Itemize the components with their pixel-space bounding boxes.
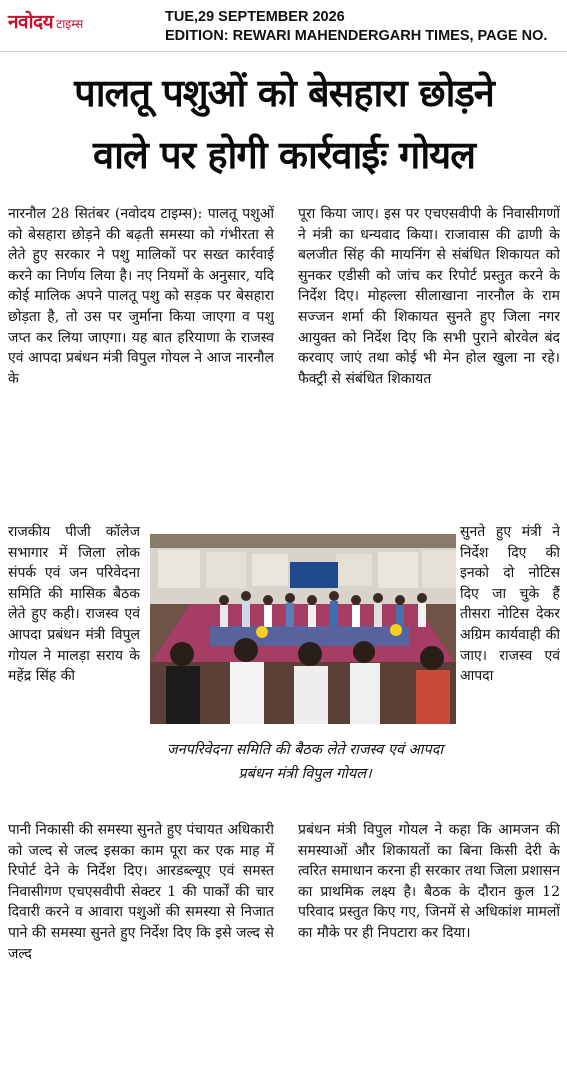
article-column-bottom-left: पानी निकासी की समस्या सुनते हुए पंचायत अधिकारी को जल्द से जल्द इसका काम पूरा कर एक माह में रिपोर्ट देने के निर्देश दिए। आरडब्ल्यूए एवं समस्त निवासीगण एचएसवीपी सेक्टर 1 की पार्कों की चार दिवारी करने व आवारा पशुओं की समस्या से निजात पाने की समस्या सुनते हुए निर्देश दिए कि इसे जल्द से जल्द (8, 822, 274, 962)
article-column-mid-right: सुनते हुए मंत्री ने निर्देश दिए की इनको दो नोटिस दिए जा चुके हैं तीसरा नोटिस देकर अग्रिम कार्यवाही की जाए। राजस्व एवं आपदा (460, 524, 560, 685)
headline-line-2: वाले पर होगी कार्रवाईः गोयल (93, 133, 475, 177)
article-column-bottom-right: प्रबंधन मंत्री विपुल गोयल ने कहा कि आमजन की समस्याओं और शिकायतों का बिना किसी देरी के त्वरित समाधान करना ही सरकार तथा जिला प्रशासन का प्राथमिक लक्ष्य है। बैठक के दौरान कुल 12 परिवाद प्रस्तुत किए गए, जिनमें से अधिकांश मामलों का मौके पर ही निपटारा कर दिया। (298, 822, 560, 941)
meeting-photo (150, 534, 456, 724)
photo-caption: जनपरिवेदना समिति की बैठक लेते राजस्व एवं आपदा प्रबंधन मंत्री विपुल गोयल। (166, 742, 444, 782)
issue-date: TUE,29 SEPTEMBER 2026 (165, 9, 345, 25)
article-column-mid-left: राजकीय पीजी कॉलेज सभागार में जिला लोक संपर्क एवं जन परिवेदना समिति की मासिक बैठक लेते हुए कही। राजस्व एवं आपदा प्रबंधन मंत्री विपुल गोयल ने मालड़ा सराय के महेंद्र सिंह की (8, 524, 140, 685)
edition-name: EDITION: REWARI MAHENDERGARH TIMES, PAGE NO. (165, 28, 548, 44)
logo-main-text: नवोदय (8, 11, 54, 33)
newspaper-logo[interactable] (8, 8, 138, 38)
edition-info (165, 8, 567, 46)
article-column-top-right: पूरा किया जाए। इस पर एचएसवीपी के निवासीगणों ने मंत्री का धन्यवाद किया। राजावास की ढाणी के बलजीत सिंह की मायनिंग से संबंधित शिकायत को सुनकर एडीसी को जांच कर रिपोर्ट प्रस्तुत करने के निर्देश दिए। मोहल्ला सीलाखाना नारनौल के राम सज्जन शर्मा की शिकायत सुनते हुए जिला नगर आयुक्त को निर्देश दिए कि सभी पुराने बोरवेल बंद करवाए जाएं तथा कोई भी मेन होल खुला ना रहे। फैक्ट्री से संबंधित शिकायत (298, 206, 560, 387)
headline-line-1: पालतू पशुओं को बेसहारा छोड़ने (74, 71, 494, 115)
logo-sub-text: टाइम्स (56, 17, 84, 31)
page-header (0, 0, 567, 52)
article-column-top-left: नारनौल 28 सितंबर (नवोदय टाइम्स): पालतू पशुओं को बेसहारा छोड़ने की बढ़ती समस्या को गंभीरता से लेते हुए सरकार ने पशु मालिकों पर सख्त कार्रवाई करने का निर्णय लिया है। नए नियमों के अनुसार, यदि कोई मालिक अपने पालतू पशु को सड़क पर बेसहारा छोड़ता है, तो उस पर जुर्माना किया जाएगा व पशु जप्त कर लिया जाएगा। यह बात हरियाणा के राजस्व एवं आपदा प्रबंधन मंत्री विपुल गोयल ने आज नारनौल के (8, 206, 274, 387)
article-headline (6, 62, 562, 186)
